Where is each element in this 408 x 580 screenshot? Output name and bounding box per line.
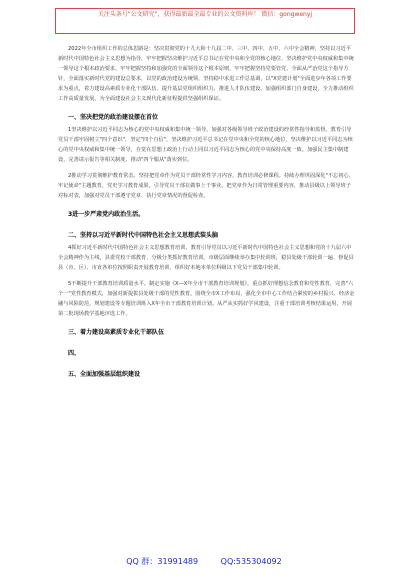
footer-contact <box>0 556 408 567</box>
document-body <box>58 44 356 382</box>
section-2-title: 二、坚持以习近平新时代中国特色社会主义思想武装头脑 <box>68 232 219 239</box>
section-1-item-3: 3进一步严肃党内政治生活。 <box>68 211 145 218</box>
section-5-title: 五、全面加强基层组织建设 <box>68 371 141 378</box>
promo-header-text: 关注头条号"公文研究"，获得最新最全最专业的公文资料库！ 微信：gongwenyj <box>97 11 313 18</box>
footer-qq-group: QQ 群：31991489 <box>126 557 199 566</box>
footer-qq-number: QQ:535304092 <box>220 557 282 566</box>
section-3-title: 三、着力建设高素质专业化干部队伍 <box>68 329 165 336</box>
intro-paragraph: 2022年全市组织工作的总体思路是：坚决贯彻党的十九大和十九届二中、三中、四中、五中、六中全会精神，坚持以习近平新时代中国特色社会主义思想为指导，牢牢把握坚决维护习近平总书记在党中央和全党的核心地位、坚决维护党中央权威和集中统一领导这个根本政治要求，牢牢把握坚持和加强党的全面领导这个根本原则，牢牢把握坚持党要管党、全面从严治党这个指导方针，全面落实新时代党的建设总要求，以党的政治建设为统领，坚持稳中求进工作总基调，以"X党建计划"全面进步年各项工作要求为重点，着力建设高素质专业化干部队伍、提升基层党组织组织力、推进人才队伍建设、加强组织部门自身建设，全力推动组织工作高质量发展，为全面建设社会主义现代化新征程提供坚强组织保证。 <box>58 46 354 102</box>
section-2-item-4: 4抓好习近平新时代中国特色社会主义思想教育培训。教育引导党员以习近平新时代中国特色社会主义思想和党的十九届六中全会精神作为主线，县委党校干部教育、分级分类抓好教育培训。市级层面继续举办集中轮训班，稳县处级干部轮训一遍、督促县县（市、区）、市直各单位按照职责开展教育培训，组织好本地本单位科级以下党员干部集中轮训。 <box>58 245 354 271</box>
section-1-title: 一、坚决把党的政治建设摆在首位 <box>68 114 159 121</box>
section-2-item-5: 5不断提升干部教育培训质量水平。制定实施《X—X年全市干部教育培训规划》。重点抓好理想信念教育和党性教育，完善"六个一"党性教育模式，加强对新提拔县处级干部的党性教育。围绕全市X工作布局，强化全市中心工作结合紧密的乡村振兴、经济金融与风险防范、规划建设等专题培训班入X年全市干部教育培训计划。从严从实抓好学风建设，注重干部培训考核结果运用，开展第二批现场教学基地评选工作。 <box>58 281 355 317</box>
section-1-item-2: 2推动学习贯彻维护教育常态。坚持把党章作为党员干部经常性学习内容，教育培训必修课程。持续办理巩固深化"不忘初心、牢记使命"主题教育，党史学习教育成果，引导党员干部在做事上干事业。把党章作为日常管理重要内容，推动县级以上领导班子对标对表，加强对党员干部遵守党章、执行党章情况的督促检查。 <box>58 173 354 199</box>
promo-header-box <box>55 8 355 34</box>
section-4-title: 四、 <box>68 350 81 357</box>
section-1-item-1: 1坚决维护以习近平同志为核心的党中央权威和集中统一领导。加强对各级领导班子政治建设的经常性指导和监督。教育引导党员干部牢固树立"四个意识"，坚定"四个自信"，坚决维护习近平总书记在党中央和全党的核心地位，坚决维护以习近平同志为核心的党中央权威和集中统一领导，自觉在思想上政治上行动上同以习近平同志为核心的党中央保持高度一致。加强民主集中制建设，完善请示报告等相关制度，推动"四个服从"落实到位。 <box>58 127 353 163</box>
